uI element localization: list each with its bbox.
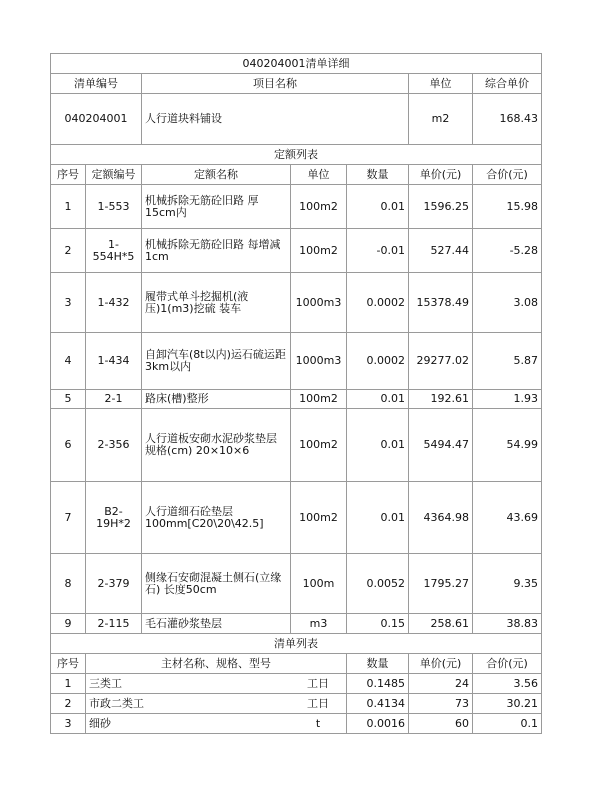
quota-total: 9.35 [473, 554, 542, 614]
quota-seq: 2 [51, 229, 86, 273]
quota-total: 38.83 [473, 614, 542, 634]
quota-seq: 1 [51, 185, 86, 229]
quota-code: 2-1 [86, 390, 142, 409]
material-unit: 工日 [307, 676, 329, 690]
quota-row [51, 333, 542, 390]
material-qty: 0.4134 [347, 694, 409, 714]
material-unit: t [315, 716, 321, 730]
quota-unit-price: 527.44 [409, 229, 473, 273]
bill-name-header: 项目名称 [142, 74, 409, 94]
quota-unit-price-header: 单价(元) [409, 165, 473, 185]
quota-qty: 0.01 [347, 409, 409, 482]
quota-unit: 1000m3 [291, 273, 347, 333]
material-seq: 1 [51, 674, 86, 694]
quota-qty: 0.0052 [347, 554, 409, 614]
quota-total-header: 合价(元) [473, 165, 542, 185]
quota-unit: 100m2 [291, 409, 347, 482]
material-name: 细砂 [89, 716, 111, 730]
quota-row [51, 482, 542, 554]
quota-code: 1-553 [86, 185, 142, 229]
material-total: 3.56 [473, 674, 542, 694]
quota-seq: 4 [51, 333, 86, 390]
quota-total: 5.87 [473, 333, 542, 390]
quota-seq: 3 [51, 273, 86, 333]
quota-total: 54.99 [473, 409, 542, 482]
quota-name: 履带式单斗挖掘机(液压)1(m3)挖硫 装车 [142, 273, 291, 333]
bill-code: 040204001 [51, 94, 142, 145]
quota-seq: 6 [51, 409, 86, 482]
material-unit-price: 60 [409, 714, 473, 734]
quota-seq: 7 [51, 482, 86, 554]
quota-unit-price: 29277.02 [409, 333, 473, 390]
quota-name: 侧缘石安砌混凝土侧石(立缘石) 长度50cm [142, 554, 291, 614]
bill-name: 人行道块料铺设 [142, 94, 409, 145]
quota-row [51, 390, 542, 409]
quota-unit: 100m2 [291, 229, 347, 273]
material-total: 30.21 [473, 694, 542, 714]
quota-seq-header: 序号 [51, 165, 86, 185]
bill-price-header: 综合单价 [473, 74, 542, 94]
quota-unit: 100m2 [291, 482, 347, 554]
page-title: 040204001清单详细 [51, 54, 542, 74]
quota-unit-price: 5494.47 [409, 409, 473, 482]
quota-name: 人行道细石砼垫层 100mm[C20\20\42.5] [142, 482, 291, 554]
material-name-unit-cell [86, 674, 347, 694]
quota-total: 15.98 [473, 185, 542, 229]
material-name-unit-cell [86, 694, 347, 714]
quota-unit-price: 1795.27 [409, 554, 473, 614]
quota-unit: 100m2 [291, 390, 347, 409]
quota-code: B2-19H*2 [86, 482, 142, 554]
quota-unit: 100m2 [291, 185, 347, 229]
material-total-header: 合价(元) [473, 654, 542, 674]
material-name: 市政二类工 [89, 696, 144, 710]
quota-qty: 0.01 [347, 482, 409, 554]
material-row [51, 674, 542, 694]
quota-total: -5.28 [473, 229, 542, 273]
quota-header-row [51, 165, 542, 185]
quota-qty: -0.01 [347, 229, 409, 273]
quota-code: 1-432 [86, 273, 142, 333]
material-name: 三类工 [89, 676, 122, 690]
quota-row [51, 614, 542, 634]
bill-code-header: 清单编号 [51, 74, 142, 94]
material-seq: 3 [51, 714, 86, 734]
quota-name-header: 定额名称 [142, 165, 291, 185]
material-section-title: 清单列表 [51, 634, 542, 654]
material-row [51, 694, 542, 714]
material-seq-header: 序号 [51, 654, 86, 674]
quota-unit-price: 192.61 [409, 390, 473, 409]
quota-row [51, 273, 542, 333]
quota-row [51, 554, 542, 614]
quota-row [51, 185, 542, 229]
quota-code: 1-554H*5 [86, 229, 142, 273]
bill-unit: m2 [409, 94, 473, 145]
quota-seq: 9 [51, 614, 86, 634]
quota-code: 2-379 [86, 554, 142, 614]
material-qty: 0.0016 [347, 714, 409, 734]
bill-detail-table [50, 53, 542, 734]
material-unit-price-header: 单价(元) [409, 654, 473, 674]
bill-row [51, 94, 542, 145]
quota-unit-price: 258.61 [409, 614, 473, 634]
quota-unit: m3 [291, 614, 347, 634]
quota-qty: 0.01 [347, 390, 409, 409]
bill-price: 168.43 [473, 94, 542, 145]
quota-total: 3.08 [473, 273, 542, 333]
quota-name: 人行道板安砌水泥砂浆垫层 规格(cm) 20×10×6 [142, 409, 291, 482]
bill-header-row [51, 74, 542, 94]
quota-unit-price: 1596.25 [409, 185, 473, 229]
quota-name: 机械拆除无筋砼旧路 每增减1cm [142, 229, 291, 273]
quota-code: 2-356 [86, 409, 142, 482]
material-unit: 工日 [307, 696, 329, 710]
bill-unit-header: 单位 [409, 74, 473, 94]
material-unit-price: 73 [409, 694, 473, 714]
quota-qty: 0.01 [347, 185, 409, 229]
material-name-unit-cell [86, 714, 347, 734]
quota-qty: 0.0002 [347, 273, 409, 333]
material-qty-header: 数量 [347, 654, 409, 674]
quota-qty: 0.0002 [347, 333, 409, 390]
material-name-header: 主材名称、规格、型号 [86, 654, 347, 674]
quota-name: 路床(槽)整形 [142, 390, 291, 409]
quota-name: 机械拆除无筋砼旧路 厚15cm内 [142, 185, 291, 229]
quota-section-title: 定额列表 [51, 145, 542, 165]
quota-code: 2-115 [86, 614, 142, 634]
quota-row [51, 409, 542, 482]
quota-unit-price: 15378.49 [409, 273, 473, 333]
quota-seq: 5 [51, 390, 86, 409]
quota-name: 毛石灌砂浆垫层 [142, 614, 291, 634]
quota-code: 1-434 [86, 333, 142, 390]
quota-total: 1.93 [473, 390, 542, 409]
material-total: 0.1 [473, 714, 542, 734]
quota-row [51, 229, 542, 273]
quota-qty: 0.15 [347, 614, 409, 634]
quota-seq: 8 [51, 554, 86, 614]
quota-qty-header: 数量 [347, 165, 409, 185]
material-qty: 0.1485 [347, 674, 409, 694]
quota-unit-price: 4364.98 [409, 482, 473, 554]
material-header-row [51, 654, 542, 674]
quota-unit-header: 单位 [291, 165, 347, 185]
material-seq: 2 [51, 694, 86, 714]
quota-code-header: 定额编号 [86, 165, 142, 185]
quota-total: 43.69 [473, 482, 542, 554]
material-unit-price: 24 [409, 674, 473, 694]
quota-unit: 1000m3 [291, 333, 347, 390]
quota-name: 自卸汽车(8t以内)运石硫运距3km以内 [142, 333, 291, 390]
material-row [51, 714, 542, 734]
quota-unit: 100m [291, 554, 347, 614]
